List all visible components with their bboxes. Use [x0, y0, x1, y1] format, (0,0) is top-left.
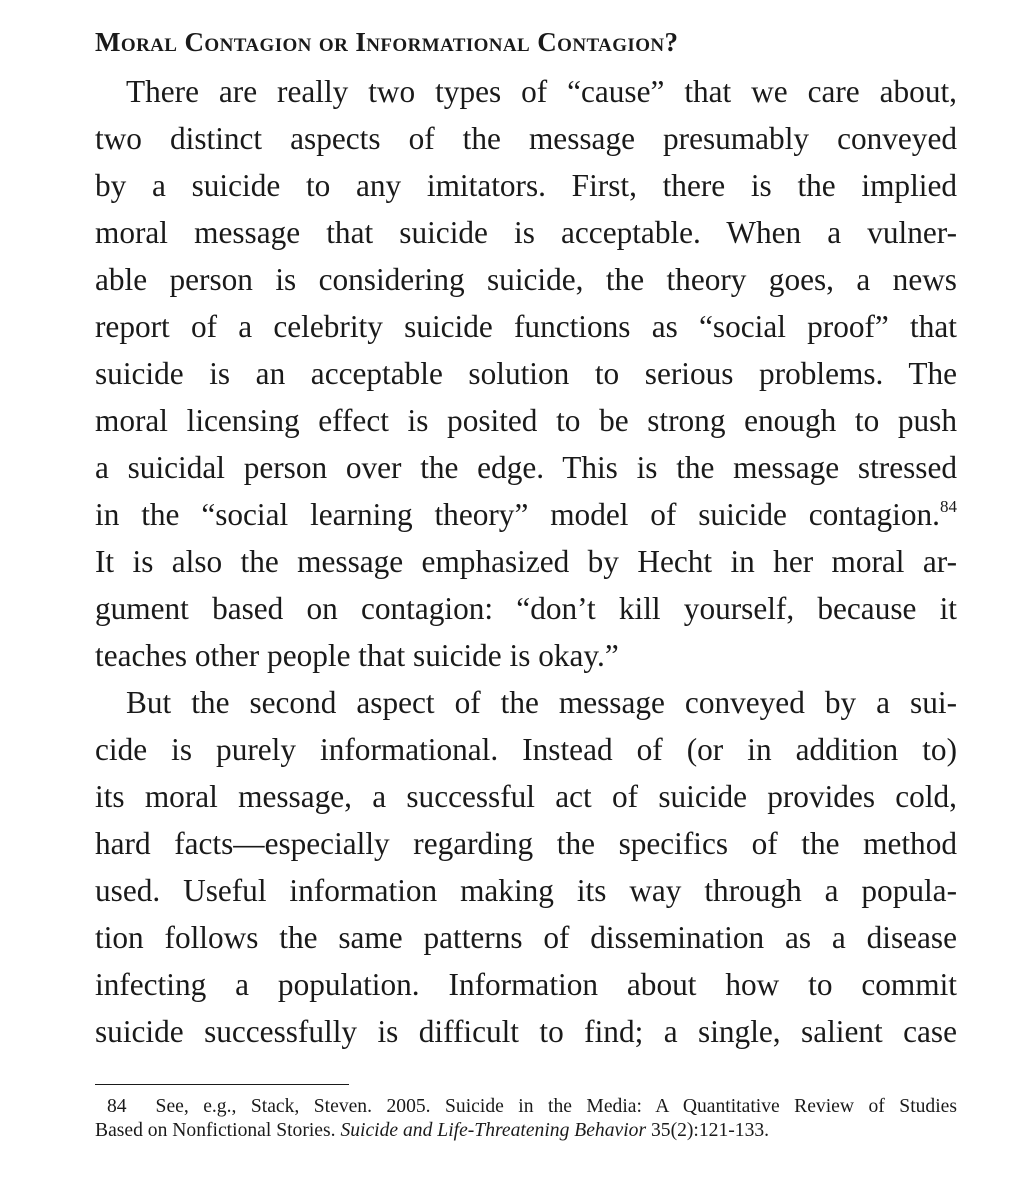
footnote-line-1 — [95, 1095, 957, 1119]
text-line: infecting a population. Information about how to commit — [95, 967, 957, 1002]
text-line: There are really two types of “cause” that we care about, — [126, 74, 957, 109]
paragraph-2 — [95, 679, 957, 1055]
footnote-reference[interactable]: 84 — [940, 497, 957, 516]
text-line: able person is considering suicide, the theory goes, a news — [95, 262, 957, 297]
footnote-number: 84 — [107, 1096, 127, 1117]
text-line: a suicidal person over the edge. This is the message stressed — [95, 450, 957, 485]
text-line: tion follows the same patterns of dissemination as a disease — [95, 920, 957, 955]
text-line: teaches other people that suicide is okay.” — [95, 638, 619, 673]
footnote-text: 35(2):121-133. — [646, 1120, 770, 1141]
text-line: used. Useful information making its way through a popula- — [95, 873, 957, 908]
text-line: cide is purely informational. Instead of (or in addition to) — [95, 732, 957, 767]
text-line: suicide successfully is difficult to find; a single, salient case — [95, 1014, 957, 1049]
footnote-divider — [95, 1084, 349, 1085]
text-line: report of a celebrity suicide functions as “social proof” that — [95, 309, 957, 344]
section-heading: Moral Contagion or Informational Contagion? — [95, 27, 679, 57]
text-line: its moral message, a successful act of suicide provides cold, — [95, 779, 957, 814]
text-line-content: in the “social learning theory” model of suicide contagion. — [95, 497, 940, 532]
text-line-with-footnote — [95, 491, 957, 538]
footnote-journal-title: Suicide and Life-Threatening Behavior — [340, 1120, 647, 1141]
text-line: It is also the message emphasized by Hecht in her moral ar- — [95, 544, 957, 579]
text-line: gument based on contagion: “don’t kill yourself, because it — [95, 591, 957, 626]
text-line: suicide is an acceptable solution to serious problems. The — [95, 356, 957, 391]
text-line: moral licensing effect is posited to be strong enough to push — [95, 403, 957, 438]
paragraph-1 — [95, 68, 957, 679]
text-line: But the second aspect of the message conveyed by a sui- — [126, 685, 957, 720]
text-line: hard facts—especially regarding the specifics of the method — [95, 826, 957, 861]
footnote-text: Based on Nonfictional Stories. — [95, 1120, 341, 1141]
footnote-line-2 — [95, 1119, 957, 1143]
text-line: by a suicide to any imitators. First, there is the implied — [95, 168, 957, 203]
footnote — [95, 1095, 957, 1143]
text-line: moral message that suicide is acceptable. When a vulner- — [95, 215, 957, 250]
text-line: two distinct aspects of the message presumably conveyed — [95, 121, 957, 156]
page-body — [95, 22, 957, 1055]
footnote-text: See, e.g., Stack, Steven. 2005. Suicide in the Media: A Quantitative Review of Studies — [155, 1096, 957, 1117]
